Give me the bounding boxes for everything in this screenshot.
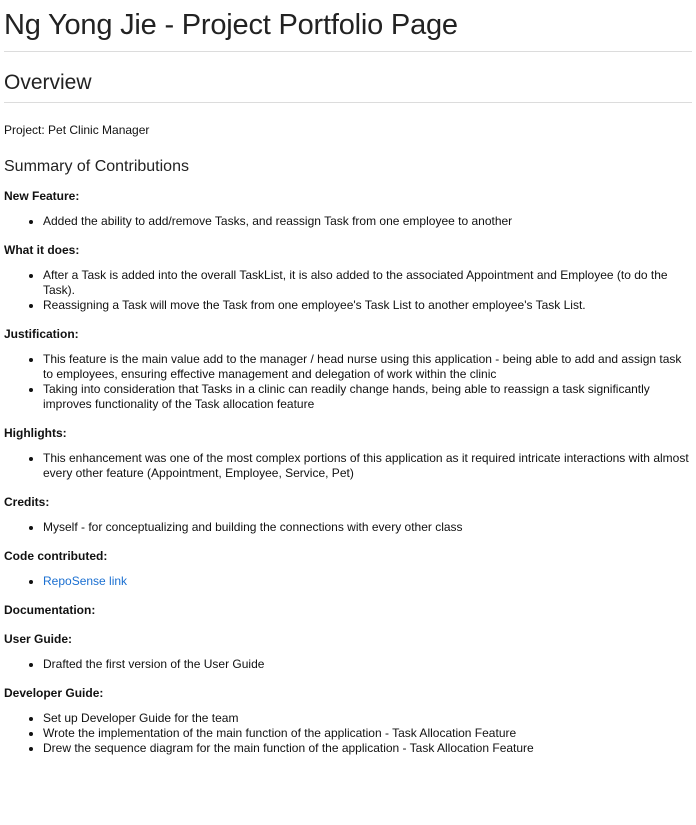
list-item: • This feature is the main value add to the manager / head nurse using this application - being able to add and assign task to employees, ensuring effective management and delegation of work within the clinic [43,352,692,382]
user-guide-label: User Guide: [4,632,73,646]
list-item: • Drafted the first version of the User Guide [43,657,692,672]
project-name: Project: Pet Clinic Manager [4,123,150,137]
summary-heading: Summary of Contributions [4,158,189,175]
user-guide-list [4,657,692,672]
developer-guide-list [4,711,692,756]
new-feature-list [4,214,692,229]
highlights-list [4,451,692,481]
list-item: • Added the ability to add/remove Tasks, and reassign Task from one employee to another [43,214,692,229]
justification-list [4,352,692,412]
list-item: • Wrote the implementation of the main function of the application - Task Allocation Feature [43,726,692,741]
code-contributed-list [4,574,692,589]
developer-guide-label: Developer Guide: [4,686,104,700]
list-item: • Set up Developer Guide for the team [43,711,692,726]
list-item: • Myself - for conceptualizing and building the connections with every other class [43,520,692,535]
list-item [43,574,692,589]
what-it-does-list [4,268,692,313]
credits-list [4,520,692,535]
new-feature-label: New Feature: [4,189,80,203]
credits-label: Credits: [4,495,50,509]
list-item: • Reassigning a Task will move the Task from one employee's Task List to another employee's Task List. [43,298,692,313]
what-it-does-label: What it does: [4,243,80,257]
code-contributed-label: Code contributed: [4,549,108,563]
list-item: • Drew the sequence diagram for the main function of the application - Task Allocation Feature [43,741,692,756]
documentation-label: Documentation: [4,603,96,617]
list-item: • Taking into consideration that Tasks in a clinic can readily change hands, being able to reassign a task significantly improves functionality of the Task allocation feature [43,382,692,412]
highlights-label: Highlights: [4,426,67,440]
list-item: • After a Task is added into the overall TaskList, it is also added to the associated Appointment and Employee (to do the Task). [43,268,692,298]
justification-label: Justification: [4,327,79,341]
reposense-link[interactable]: RepoSense link [43,574,128,588]
list-item: • This enhancement was one of the most complex portions of this application as it required intricate interactions with almost every other feature (Appointment, Employee, Service, Pet) [43,451,692,481]
page-title: Ng Yong Jie - Project Portfolio Page [4,0,692,52]
overview-heading: Overview [4,71,692,103]
